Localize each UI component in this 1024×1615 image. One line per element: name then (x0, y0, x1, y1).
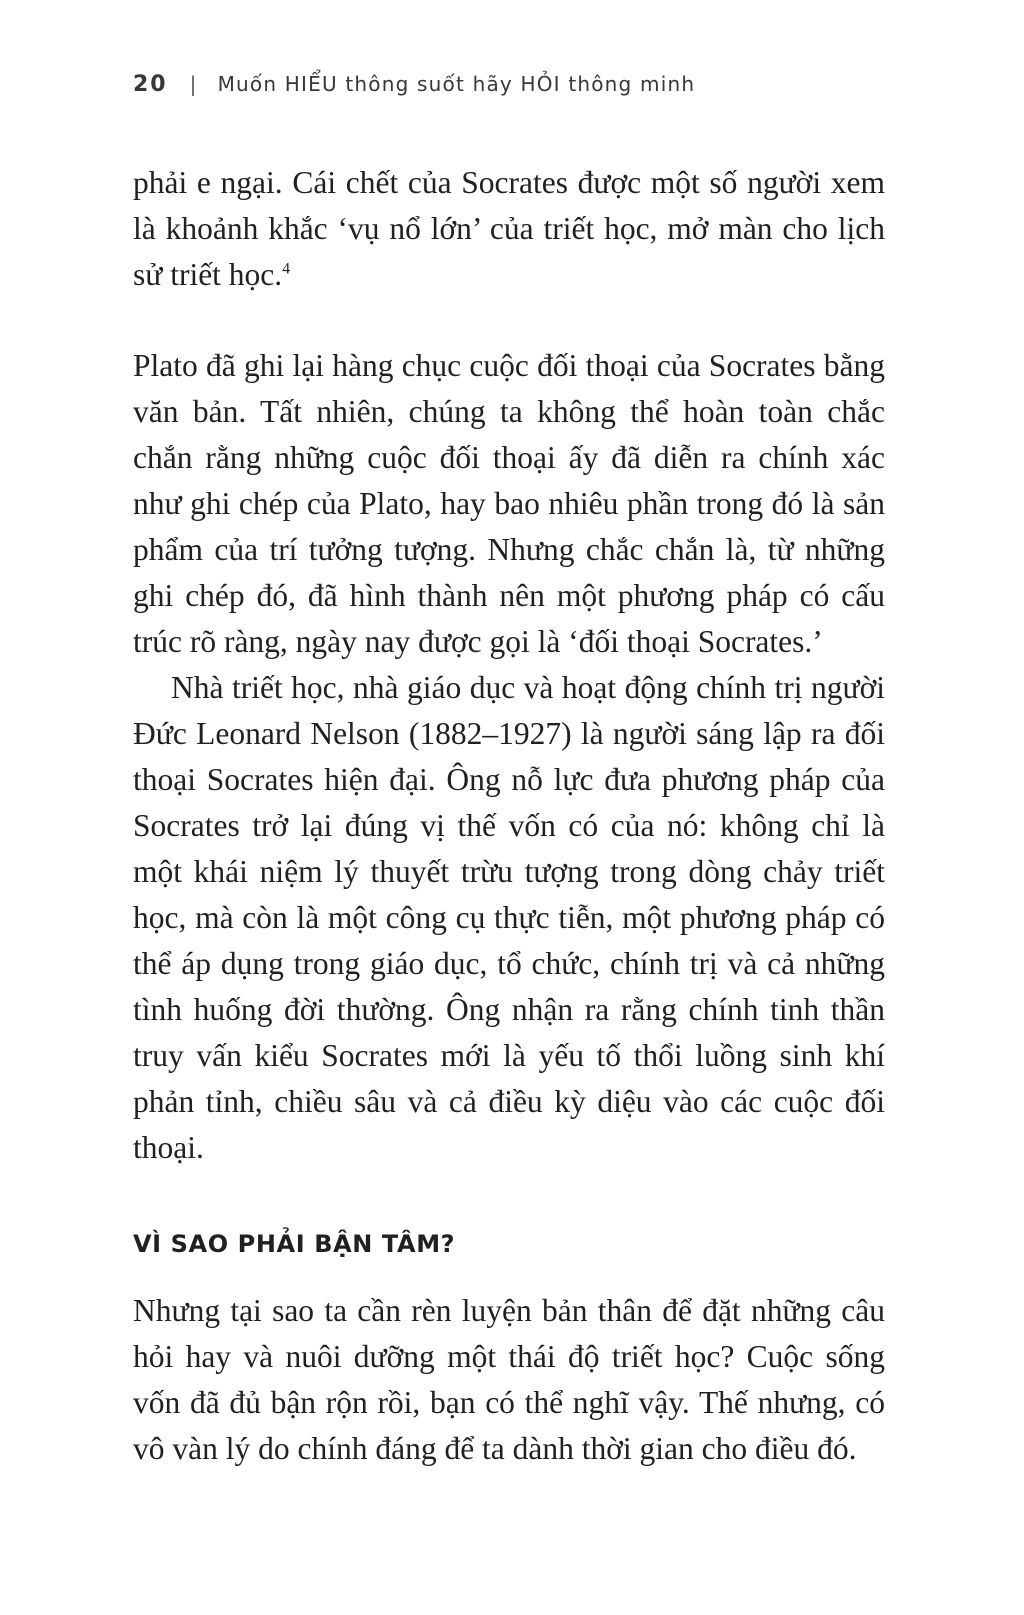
paragraph-1 (133, 160, 885, 298)
paragraph-3: Nhà triết học, nhà giáo dục và hoạt động chính trị người Đức Leonard Nelson (1882–1927) là người sáng lập ra đối thoại Socrates hiện đại. Ông nỗ lực đưa phương pháp của Socrates trở lại đúng vị thế vốn có của nó: không chỉ là một khái niệm lý thuyết trừu tượng trong dòng chảy triết học, mà còn là một công cụ thực tiễn, một phương pháp có thể áp dụng trong giáo dục, tổ chức, chính trị và cả những tình huống đời thường. Ông nhận ra rằng chính tinh thần truy vấn kiểu Socrates mới là yếu tố thổi luồng sinh khí phản tỉnh, chiều sâu và cả điều kỳ diệu vào các cuộc đối thoại. (133, 670, 885, 1165)
page-number: 20 (133, 72, 168, 97)
book-title: Muốn HIỂU thông suốt hãy HỎI thông minh (217, 72, 696, 96)
section-paragraph-1: Nhưng tại sao ta cần rèn luyện bản thân để đặt những câu hỏi hay và nuôi dưỡng một thái độ triết học? Cuộc sống vốn đã đủ bận rộn rồi, bạn có thể nghĩ vậy. Thế nhưng, có vô vàn lý do chính đáng để ta dành thời gian cho điều đó. (133, 1293, 885, 1466)
section-text (133, 1288, 885, 1472)
section-heading: VÌ SAO PHẢI BẬN TÂM? (133, 1230, 456, 1258)
paragraph-2: Plato đã ghi lại hàng chục cuộc đối thoại của Socrates bằng văn bản. Tất nhiên, chúng ta không thể hoàn toàn chắc chắn rằng những cuộc đối thoại ấy đã diễn ra chính xác như ghi chép của Plato, hay bao nhiêu phần trong đó là sản phẩm của trí tưởng tượng. Nhưng chắc chắn là, từ những ghi chép đó, đã hình thành nên một phương pháp có cấu trúc rõ ràng, ngày nay được gọi là ‘đối thoại Socrates.’ (133, 348, 885, 659)
running-header (133, 72, 695, 97)
paragraph-1-text: phải e ngại. Cái chết của Socrates được một số người xem là khoảnh khắc ‘vụ nổ lớn’ của triết học, mở màn cho lịch sử triết học. (133, 165, 885, 292)
main-text (133, 160, 885, 1171)
header-separator: | (189, 72, 198, 96)
footnote-marker[interactable]: 4 (282, 260, 291, 278)
